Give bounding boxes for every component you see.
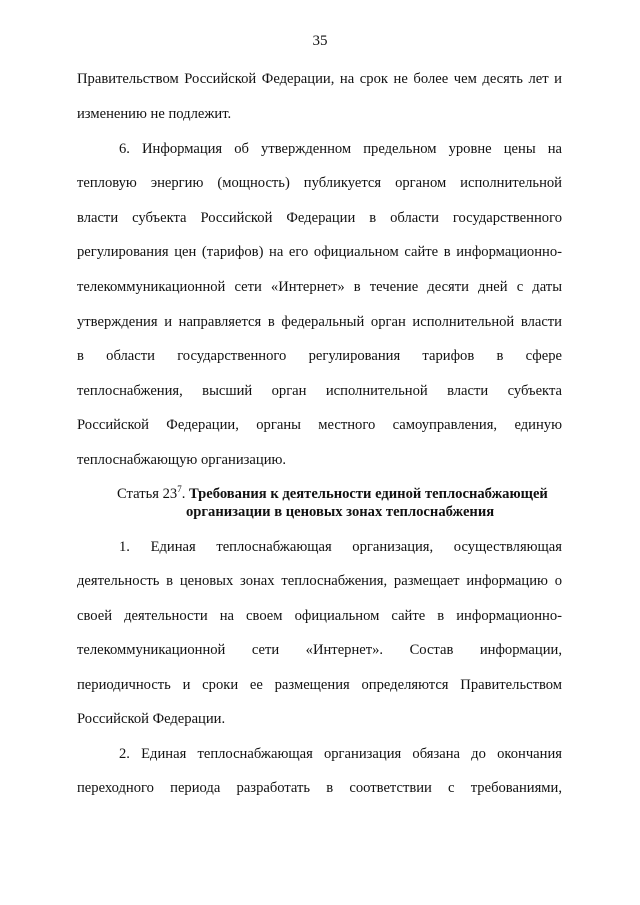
text-line: периодичность и сроки ее размещения определяются Правительством — [77, 677, 562, 693]
article-heading: Статья $23^7$. Требования к деятельности единой теплоснабжающей — [117, 484, 548, 502]
text-line: тепловую энергию (мощность) публикуется органом исполнительной — [77, 175, 562, 191]
text-line: деятельность в ценовых зонах теплоснабжения, размещает информацию о — [77, 573, 562, 589]
text-line: переходного периода разработать в соответствии с требованиями, — [77, 780, 562, 796]
text-line: изменению не подлежит. — [77, 106, 232, 122]
article-title-continued: организации в ценовых зонах теплоснабжения — [186, 504, 495, 520]
text-line: Правительством Российской Федерации, на срок не более чем десять лет и — [77, 71, 562, 87]
page-number: 35 — [312, 33, 328, 49]
text-line: утверждения и направляется в федеральный орган исполнительной власти — [77, 314, 562, 330]
text-line: 6. Информация об утвержденном предельном уровне цены на — [119, 141, 562, 157]
article-number: Статья 23 — [117, 486, 178, 502]
text-line: регулирования цен (тарифов) на его официальном сайте в информационно- — [77, 244, 562, 260]
article-title: Требования к деятельности единой теплоснабжающей — [188, 486, 548, 502]
text-line: в области государственного регулирования тарифов в сфере — [77, 348, 562, 364]
text-line: Российской Федерации, органы местного самоуправления, единую — [77, 417, 562, 433]
text-line: телекоммуникационной сети «Интернет». Состав информации, — [77, 642, 562, 658]
text-line: телекоммуникационной сети «Интернет» в течение десяти дней с даты — [77, 279, 562, 295]
text-line: теплоснабжения, высший орган исполнительной власти субъекта — [77, 383, 562, 399]
text-line: 2. Единая теплоснабжающая организация обязана до окончания — [119, 746, 562, 762]
text-line: своей деятельности на своем официальном сайте в информационно- — [77, 608, 562, 624]
text-line: 1. Единая теплоснабжающая организация, осуществляющая — [119, 539, 562, 555]
article-superscript: 7 — [177, 484, 182, 494]
text-line: теплоснабжающую организацию. — [77, 452, 287, 468]
text-line: Российской Федерации. — [77, 711, 226, 727]
text-line: власти субъекта Российской Федерации в области государственного — [77, 210, 562, 226]
